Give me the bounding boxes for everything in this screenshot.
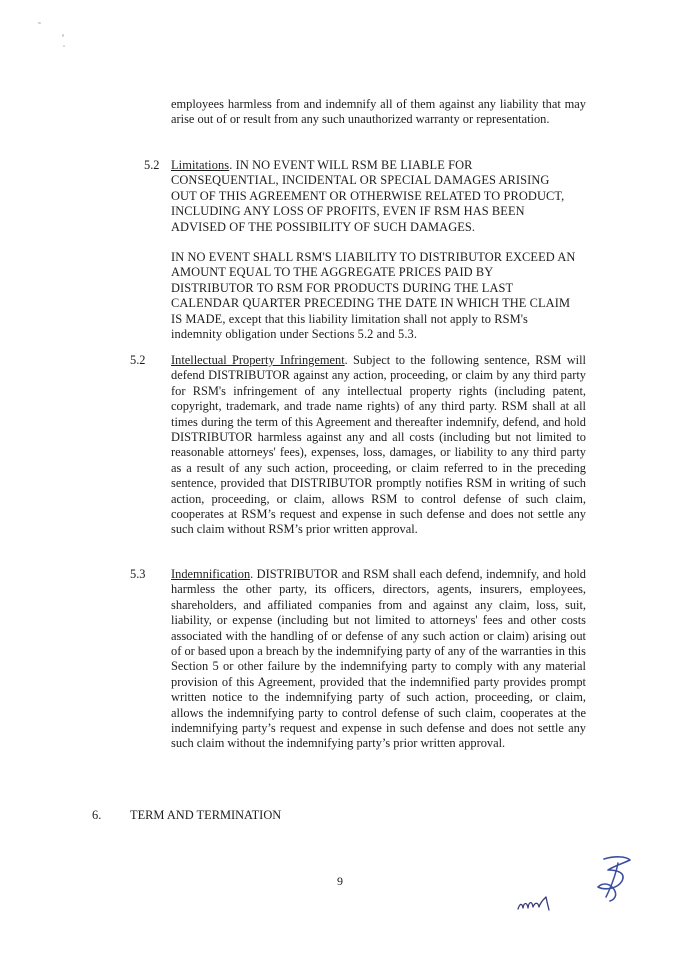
section-number: 5.3 — [130, 567, 146, 581]
section-text: . DISTRIBUTOR and RSM shall each defend, indemnify, and hold harmless the other party, its officers, directors, agents, insurers, employees, shareholders, and affiliated companies from and against any claim, loss, suit, liability, or expense (including but not limited to attorneys' fees and other costs associated with the handling of or defense of any such action or claim) arising out of or based upon a breach by the indemnifying party of any of the warranties in this Section 5 or other failure by the indemnifying party to comply with any material provision of this Agreement, provided that the indemnified party provides prompt written notice to the indemnifying party of such action, proceeding, or claim, allows the indemnifying party to control defense of such claim, cooperates at the indemnifying party’s request and expense in such defense and does not settle any such claim without the indemnifying party’s prior written approval. — [171, 567, 586, 751]
section-heading: Indemnification — [171, 567, 251, 581]
section-ip-infringement — [171, 353, 586, 538]
liability-cap-caps: IN NO EVENT SHALL RSM'S LIABILITY TO DISTRIBUTOR EXCEED AN AMOUNT EQUAL TO THE AGGREGATE PRICES PAID BY DISTRIBUTOR TO RSM FOR PRODUCTS DURING THE LAST CALENDAR QUARTER PRECEDING THE DATE IN WHICH THE CLAIM IS MADE — [171, 250, 576, 326]
liability-cap-rest: , except that this liability limitation shall not apply to RSM's indemnity obligation under Sections 5.2 and 5.3. — [171, 311, 528, 342]
continuation-paragraph: employees harmless from and indemnify all of them against any liability that may arise out of or result from any such unauthorized warranty or representation. — [171, 97, 586, 127]
handwritten-initials-mm — [516, 893, 556, 915]
section-heading: Limitations — [171, 158, 230, 172]
scan-speck — [38, 22, 41, 24]
section-number: 5.2 — [130, 353, 146, 367]
section-heading: Intellectual Property Infringement — [171, 353, 345, 367]
section-number: 5.2 — [144, 158, 160, 172]
section-text: . IN NO EVENT WILL RSM BE LIABLE FOR CONSEQUENTIAL, INCIDENTAL OR SPECIAL DAMAGES ARISING OUT OF THIS AGREEMENT OR OTHERWISE RELATED TO PRODUCT, INCLUDING ANY LOSS OF PROFITS, EVEN IF RSM HAS BEEN ADVISED OF THE POSSIBILITY OF SUCH DAMAGES. — [171, 158, 565, 234]
page-number: 9 — [337, 874, 343, 888]
liability-cap-paragraph — [171, 250, 576, 342]
section-number: 6. — [92, 808, 102, 822]
section-text: . Subject to the following sentence, RSM will defend DISTRIBUTOR against any action, proceeding, or claim by any third party for RSM's infringement of any intellectual property rights (including patent, copyright, trademark, and trade name rights) of any third party. RSM shall at all times during the term of this Agreement and thereafter indemnify, defend, and hold DISTRIBUTOR harmless against any and all costs (including but not limited to reasonable attorneys' fees), expenses, loss, damages, or liability to any third party as a result of any such action, proceeding, or claim referred to in the preceding sentence, provided that DISTRIBUTOR promptly notifies RSM in writing of such action, proceeding, or claim, allows RSM to control defense of such claim, cooperates at RSM’s request and expense in such defense and does not settle any such claim without RSM’s prior written approval. — [171, 353, 586, 537]
scan-speck — [62, 34, 64, 37]
scan-speck — [63, 45, 65, 47]
handwritten-initials-b — [588, 853, 636, 905]
section-title: TERM AND TERMINATION — [130, 808, 282, 822]
section-indemnification — [171, 567, 586, 752]
section-limitations — [171, 158, 576, 235]
